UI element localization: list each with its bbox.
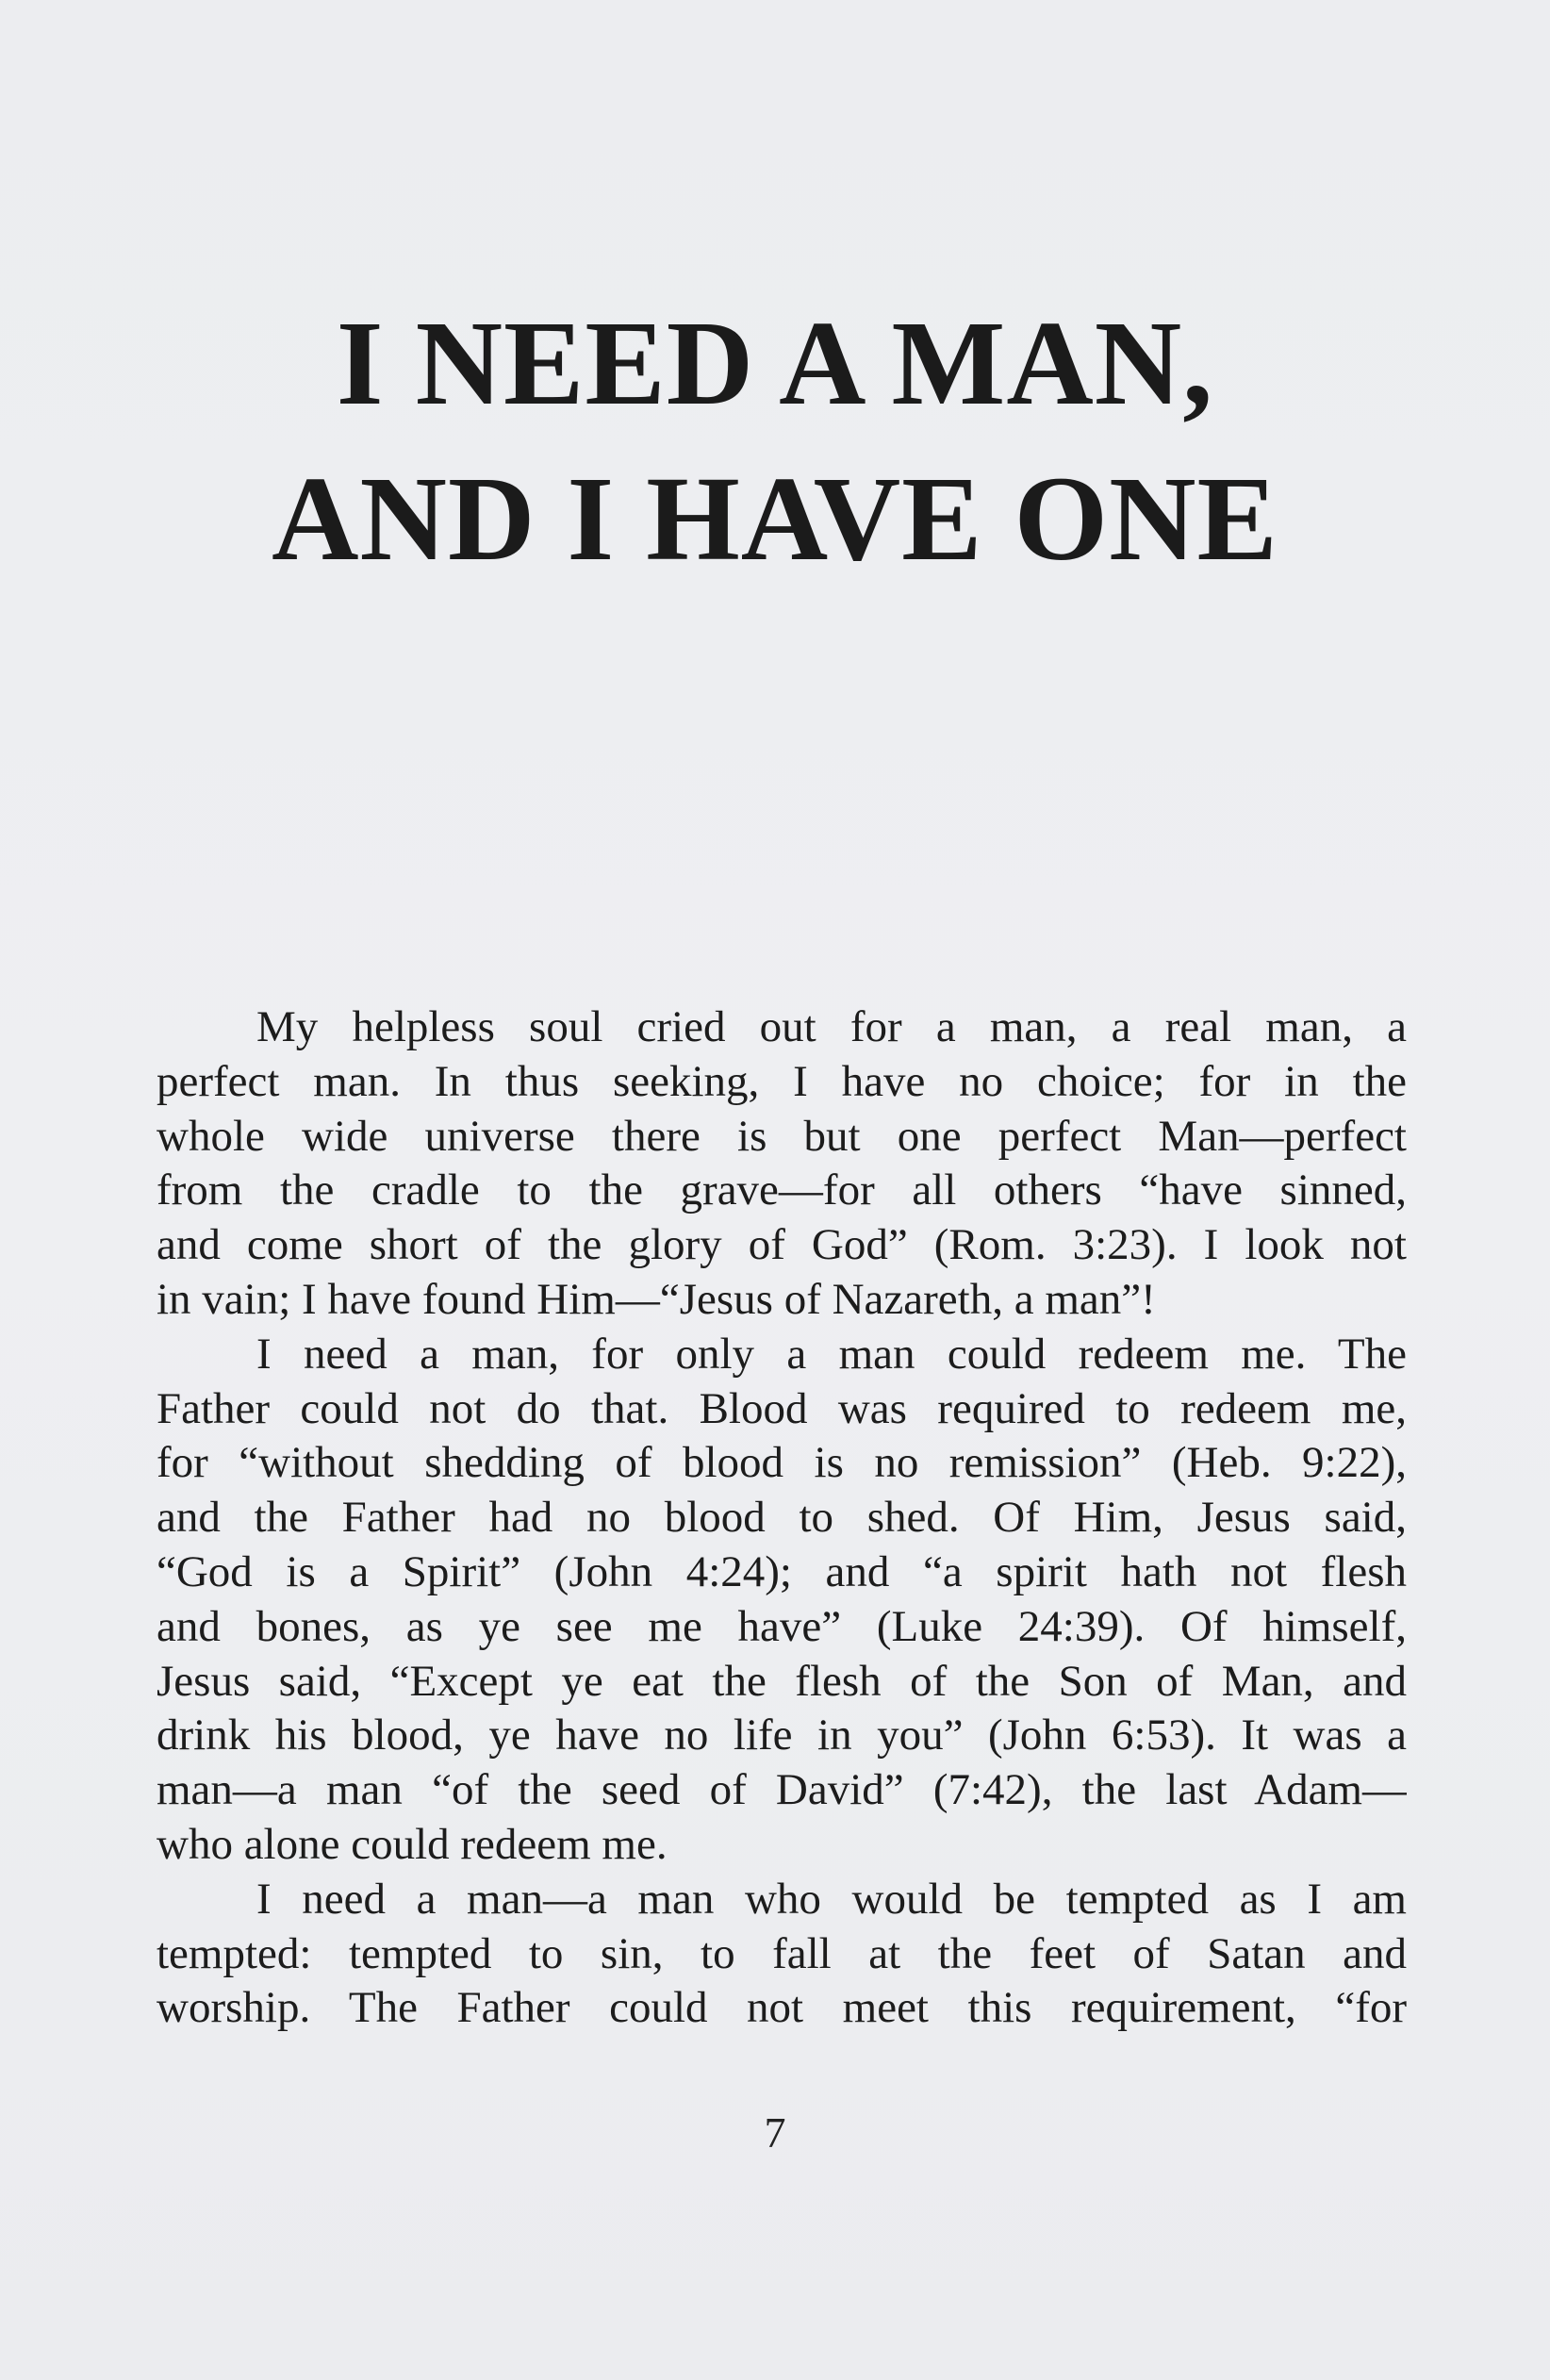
text-line: My helpless soul cried out for a man, a real man, a [256,1002,1407,1051]
body-text [157,1000,1407,2036]
paragraph-3 [157,1873,1407,2036]
paragraph-1 [157,1000,1407,1328]
text-line: from the cradle to the grave—for all others “have sinned, [157,1165,1407,1215]
text-line: and come short of the glory of God” (Rom. 3:23). I look not [157,1220,1407,1270]
text-line: and the Father had no blood to shed. Of Him, Jesus said, [157,1493,1407,1543]
text-line: man—a man “of the seed of David” (7:42), the last Adam— [157,1765,1407,1815]
text-line: “God is a Spirit” (John 4:24); and “a spirit hath not flesh [157,1546,1407,1596]
text-line: who alone could redeem me. [157,1819,668,1869]
text-line: tempted: tempted to sin, to fall at the feet of Satan and [157,1928,1407,1978]
text-line: whole wide universe there is but one perfect Man—perfect [157,1111,1407,1161]
text-line: in vain; I have found Him—“Jesus of Nazareth, a man”! [157,1274,1156,1324]
text-line: Jesus said, “Except ye eat the flesh of the Son of Man, and [157,1656,1407,1706]
chapter-title-line-1: I NEED A MAN, [336,296,1214,430]
text-line: worship. The Father could not meet this requirement, “for [157,1983,1407,2033]
text-line: Father could not do that. Blood was required to redeem me, [157,1383,1407,1433]
chapter-title-line-2: AND I HAVE ONE [272,452,1278,586]
text-line: for “without shedding of blood is no remission” (Heb. 9:22), [157,1438,1407,1488]
paragraph-2 [157,1328,1407,1873]
page-number: 7 [764,2108,786,2157]
text-line: and bones, as ye see me have” (Luke 24:39). Of himself, [157,1601,1407,1651]
text-line: drink his blood, ye have no life in you” (John 6:53). It was a [157,1711,1407,1760]
text-line: I need a man—a man who would be tempted as I am [256,1874,1407,1924]
text-line: perfect man. In thus seeking, I have no choice; for in the [157,1056,1407,1106]
text-line: I need a man, for only a man could redeem me. The [256,1329,1407,1379]
